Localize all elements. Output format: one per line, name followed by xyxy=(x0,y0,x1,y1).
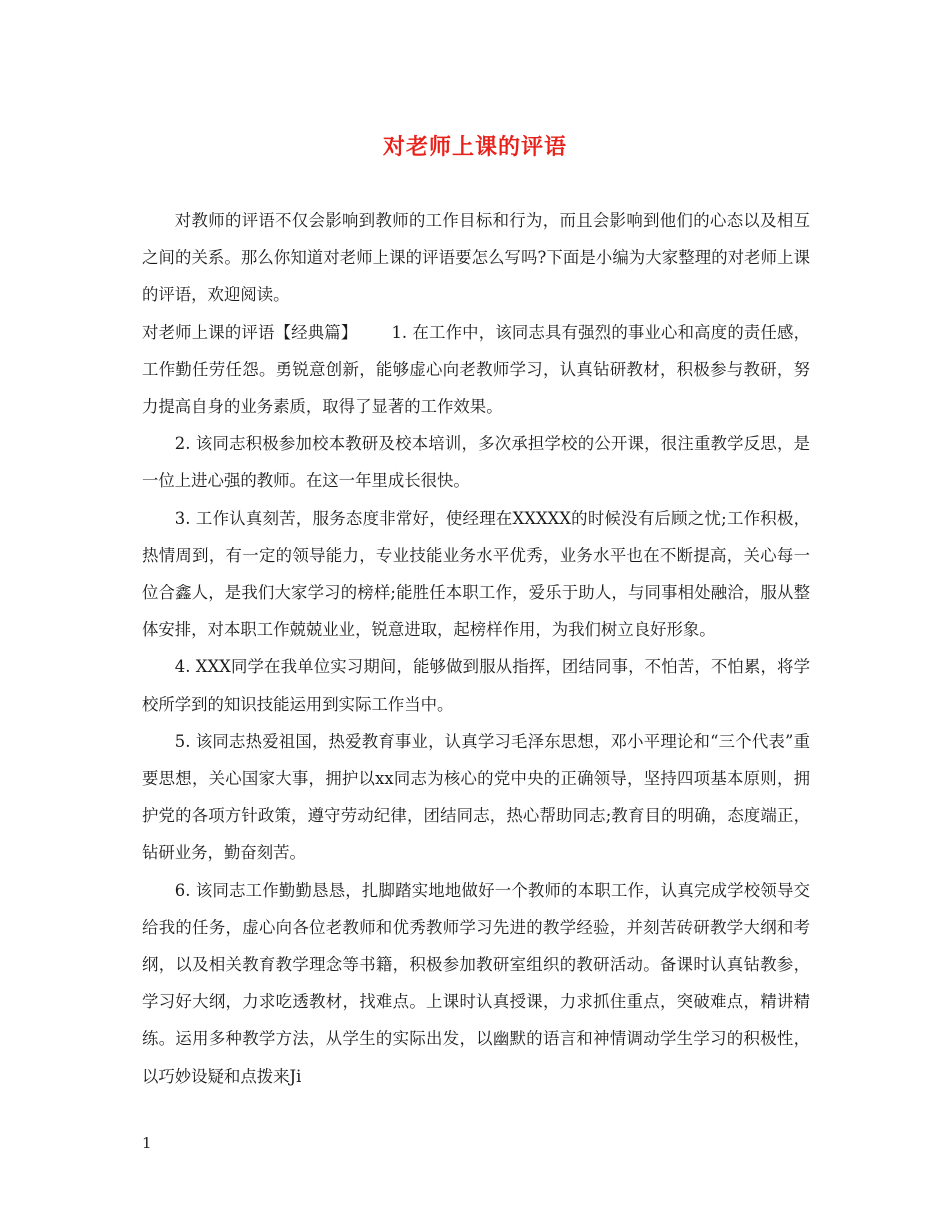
item-2: 2. 该同志积极参加校本教研及校本培训，多次承担学校的公开课，很注重教学反思，是一位上进心强的教师。在这一年里成长很快。 xyxy=(142,434,810,491)
section-paragraph xyxy=(142,314,810,426)
document-body xyxy=(142,202,810,1095)
document-title: 对老师上课的评语 xyxy=(382,134,567,160)
page-number: 1 xyxy=(142,1134,152,1152)
item-6: 6. 该同志工作勤勤恳恳，扎脚踏实地地做好一个教师的本职工作，认真完成学校领导交给我的任务，虚心向各位老教师和优秀教师学习先进的教学经验，并刻苦砖研教学大纲和考纲，以及相关教育教学理念等书籍，积极参加教研室组织的教研活动。备课时认真钻教参，学习好大纲，力求吃透教材，找难点。上课时认真授课，力求抓住重点，突破难点，精讲精练。运用多种教学方法，从学生的实际出发，以幽默的语言和神情调动学生学习的积极性，以巧妙设疑和点拨来Ji xyxy=(142,880,810,1086)
item-3: 3. 工作认真刻苦，服务态度非常好，使经理在XXXXX的时候没有后顾之忧;工作积极，热情周到，有一定的领导能力，专业技能业务水平优秀，业务水平也在不断提高，关心每一位合鑫人，是我们大家学习的榜样;能胜任本职工作，爱乐于助人，与同事相处融洽，服从整体安排，对本职工作兢兢业业，锐意进取，起榜样作用，为我们树立良好形象。 xyxy=(142,508,810,640)
section-heading: 对老师上课的评语【经典篇】 xyxy=(142,322,358,342)
item-5: 5. 该同志热爱祖国，热爱教育事业，认真学习毛泽东思想，邓小平理论和“三个代表”重要思想，关心国家大事，拥护以xx同志为核心的党中央的正确领导，坚持四项基本原则，拥护党的各项方针政策，遵守劳动纪律，团结同志，热心帮助同志;教育目的明确，态度端正，钻研业务，勤奋刻苦。 xyxy=(142,731,810,863)
item-4: 4. XXX同学在我单位实习期间，能够做到服从指挥，团结同事，不怕苦，不怕累，将学校所学到的知识技能运用到实际工作当中。 xyxy=(142,657,810,714)
item-1: 1. 在工作中，该同志具有强烈的事业心和高度的责任感，工作勤任劳任怨。勇锐意创新，能够虚心向老教师学习，认真钻研教材，积极参与教研，努力提高自身的业务素质，取得了显著的工作效果。 xyxy=(142,322,810,417)
intro-paragraph: 对教师的评语不仅会影响到教师的工作目标和行为，而且会影响到他们的心态以及相互之间的关系。那么你知道对老师上课的评语要怎么写吗?下面是小编为大家整理的对老师上课的评语，欢迎阅读。 xyxy=(142,211,810,305)
